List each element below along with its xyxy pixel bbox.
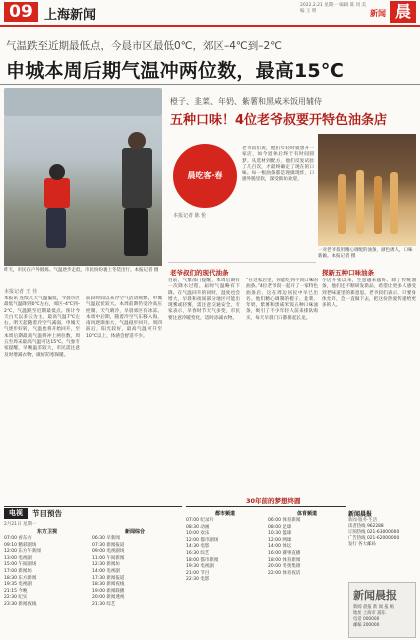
photo-caption-left: 昨天，市民在户外锻炼。气温逐步走低，市民纷纷裹上冬装出行。本报记者 摄 [4, 268, 159, 273]
tv-program: 18:30 东方新闻 [4, 575, 37, 581]
date-line: 2022.2.21 星期一 编辑 陈 冈 美编 王 明 [300, 3, 367, 14]
tv-program: 11:00 午间新闻 [92, 555, 125, 561]
info-line: 订阅热线 021-63000000 [348, 530, 400, 535]
byline: 本报记者 王 佳 [4, 289, 38, 295]
adult-legs [124, 208, 148, 256]
subtitle-c: 30年前的梦想终圆 [246, 497, 301, 505]
tv-program: 21:30 综艺 [92, 601, 116, 607]
tv-channel-1: 东方卫视 [36, 529, 57, 535]
tv-program: 12:00 网球 [268, 537, 292, 543]
tv-program: 22:30 纪实 [4, 595, 28, 601]
ad-line: 邮编 200000 [353, 623, 380, 628]
tv-program: 10:00 欢乐 [186, 531, 210, 537]
tv-program: 19:00 新闻联播 [92, 588, 125, 594]
tv-program: 12:00 东方午新闻 [4, 549, 41, 555]
headline-subhead: 气温跌至近期最低点，今晨市区最低0℃，郊区–4℃到–2℃ [6, 40, 282, 52]
info-box [348, 512, 416, 576]
photo-youtiao [318, 134, 416, 246]
top-rule [0, 25, 420, 27]
ad-line: 电话 000000 [353, 617, 380, 622]
masthead [0, 0, 420, 24]
tv-program: 19:35 电视剧 [4, 582, 32, 588]
body-column-4: “在这家店里，你能吃到不同口味的油条。”4位老爷叔一起开了一家特色油条店，这在周边居民中早已出名。他们精心调制的橙子、韭菜、年奶、紫薯和黑咸米饭五种口味油条，吸引了不少年轻人前来排队购买，每天早晨门口都排起长龙。 [246, 278, 318, 321]
newspaper-logo [370, 0, 418, 26]
tv-program: 14:00 电视剧 [92, 568, 120, 574]
child-head [49, 164, 65, 180]
logo-big-text: 晨 [390, 1, 416, 23]
tv-program: 08:00 足球 [268, 524, 292, 530]
body-column-6: 小店开张以来，生意越来越好。除了传统油条，他们还不断研发新品，希望让更多人感受到老味道里的新意思。老爷叔们表示，只要身体允许，会一直做下去，把这份热爱传递给更多的人。 [322, 278, 416, 309]
tv-program: 19:30 电视剧 [186, 564, 214, 570]
tv-program: 10:30 篮球 [268, 531, 292, 537]
tv-column-1 [4, 536, 90, 609]
tv-program: 17:00 新闻坊 [4, 568, 32, 574]
info-line: 广告热线 021-62000000 [348, 536, 400, 541]
youtiao-stick [356, 170, 364, 234]
tv-program: 20:00 新闻透视 [92, 595, 125, 601]
tv-program: 22:00 体育夜话 [268, 570, 301, 576]
tv-program: 18:00 都市新闻 [186, 557, 219, 563]
feature-intro: 老爷叔们说，他们年轻时就想开一家店，如今退休后终于有时间圆梦。从选材到配方，他们反复试验了几百次，才最终确定了现在的口味。每一根油条都是现做现炸，口感外脆里软，深受街坊欢迎。 [242, 146, 314, 183]
tv-program: 16:00 赛事直播 [268, 550, 301, 556]
tv-program: 17:30 新闻报道 [92, 575, 125, 581]
youtiao-stick [338, 174, 346, 234]
tv-program: 14:30 电影 [186, 544, 210, 550]
tv-column-4 [268, 518, 346, 577]
body-column-1: 本报讯 连续几天气温偏低，今晨市区最低气温降到0℃左右，郊区–4℃到–2℃，气温跌至近期最低点。预计今天白天以多云为主，最高气温7℃左右。明天起随着冷空气减弱，申城天气逐步好转，气温也将开始回升，至本周后期最高气温将冲上两位数，周五至周末最高气温可达15℃。气象专家提醒，早晚温差较大，市民需注意及时增减衣物，做好防寒保暖。 [4, 296, 80, 358]
adult-figure [122, 148, 152, 208]
tv-program: 06:00 体育新闻 [268, 518, 301, 523]
subtitle-d: 探新五种口味油条 [322, 269, 374, 277]
main-headline: 申城本周后期气温冲两位数，最高15℃ [6, 60, 345, 82]
tv-program: 07:00 纪录片 [186, 518, 214, 523]
photo-child-exercising [4, 88, 162, 266]
tv-channel-2: 新闻综合 [124, 529, 145, 535]
tv-program: 09:10 精彩剧场 [4, 542, 37, 548]
info-subtitle: 新闻·服务·生活 [348, 518, 378, 523]
tv-program: 13:00 电视剧 [4, 555, 32, 561]
tv-program: 12:00 都市剧场 [186, 537, 219, 543]
tv-program: 14:00 体坛 [268, 544, 292, 550]
ad-line: 地址 上海市 浦东 [353, 611, 386, 616]
ad-box [348, 582, 416, 638]
tv-program: 23:30 新闻夜线 [4, 601, 37, 607]
column-logo: 晨吃客·春 [173, 144, 237, 208]
page-number: 09 [4, 2, 38, 22]
feature-title: 五种口味！4位老爷叔要开特色油条店 [170, 113, 388, 128]
ad-logo: 新闻晨报 [353, 589, 397, 602]
info-title: 新闻晨报 [348, 511, 373, 518]
ad-line: 新闻 晨报 新 闻 报 纸 [353, 605, 395, 610]
tv-program: 06:30 早新闻 [92, 536, 120, 541]
adult-head [128, 132, 146, 150]
body-column-2: 前段时间以来冷空气活动频繁，申城气温起伏较大。本周前期仍受冷高压控制，天气晴冷，早晨郊区有冰冻。本周中后期，随着冷空气东移入海，南风逐渐加大，气温稳步回升。周四前后，阳光较好，最高气温可升至10℃以上，体感会舒适不少。 [86, 296, 162, 339]
tv-program: 21:00 节目 [186, 570, 210, 576]
tv-date: 2月21日 星期一 [4, 522, 37, 527]
logo-small-text: 新闻 [370, 9, 386, 18]
youtiao-stick [374, 176, 382, 234]
tv-program: 09:00 电视剧场 [92, 549, 125, 555]
child-figure [44, 178, 70, 208]
feature-byline: 本报记者 陈 伦 [173, 213, 207, 219]
tv-program: 20:00 冬奥集锦 [268, 564, 301, 570]
tv-program: 15:00 午间剧场 [4, 562, 37, 568]
section-title: 上海新闻 [44, 8, 97, 23]
photo-sky [4, 88, 162, 116]
headline-rule [0, 84, 420, 85]
tv-program: 08:30 动画 [186, 524, 210, 530]
tv-channel-3: 都市频道 [214, 511, 235, 517]
divider [168, 262, 316, 263]
tv-rule [186, 506, 346, 507]
tv-title: 节目预告 [32, 509, 62, 518]
tv-channel-4: 体育频道 [296, 511, 317, 517]
tv-program: 16:30 综艺 [186, 550, 210, 556]
tv-program: 18:00 体育新闻 [268, 557, 301, 563]
info-line: 发行 各大邮局 [348, 542, 376, 547]
ad-lines [353, 605, 394, 629]
child-legs [46, 208, 66, 248]
feature-kicker: 橙子、韭菜、年奶、紫薯和黑咸米饭用辅侍 [170, 97, 322, 106]
info-line: 读者热线 962288 [348, 524, 384, 529]
tv-column-2 [92, 536, 178, 609]
tv-program: 07:30 新闻报道 [92, 542, 125, 548]
tv-program: 12:30 新闻坊 [92, 562, 120, 568]
tv-program: 18:30 新闻夜线 [92, 582, 125, 588]
tv-program: 07:00 看东方 [4, 536, 32, 541]
photo-caption-right: 一对老爷叔用精心调配的油条，颜色诱人，口味新颖。本报记者 摄 [318, 248, 413, 259]
tv-program: 22:30 电影 [186, 577, 210, 583]
body-column-3: 目前，气象部门提醒，本周后期有一次降水过程，届时气温略有下降。在气温回升的同时，湿度也会增大，早晨和夜间部分地区可能出现雾或轻雾，需注意交通安全。专家表示，早春时节天气多变，市民要注意冷暖变化，适时添减衣物。 [168, 278, 240, 321]
tv-program: 21:15 今晚 [4, 588, 28, 594]
youtiao-stick [390, 172, 398, 234]
tv-tag: 电视 [4, 508, 28, 519]
tv-column-3 [186, 518, 264, 584]
subtitle-a: 老爷叔们的现代油条 [170, 269, 229, 277]
